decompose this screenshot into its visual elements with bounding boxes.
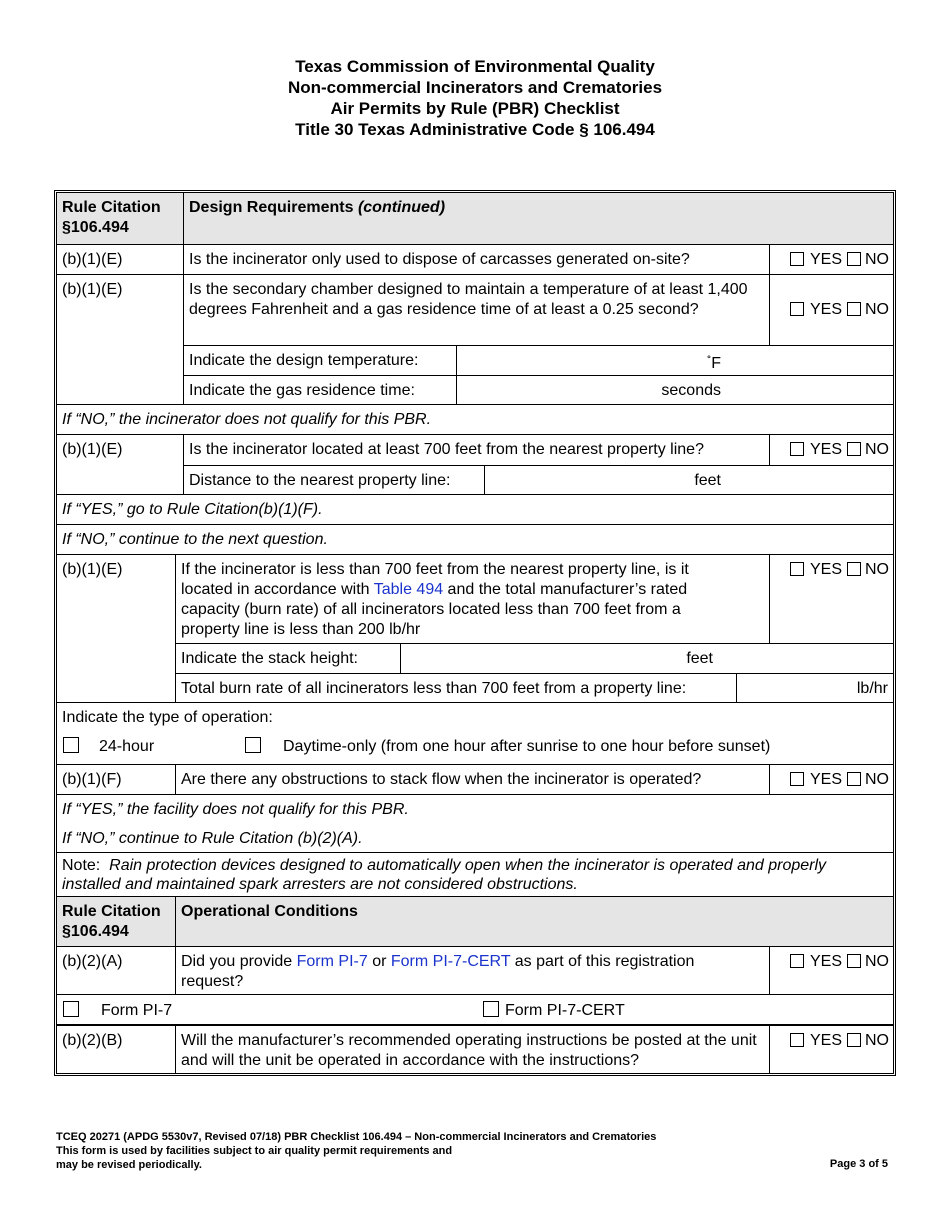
operational-title: Operational Conditions (175, 897, 893, 946)
rule-cite: (b)(1)(E) (62, 251, 123, 268)
daytime-only-checkbox[interactable] (245, 737, 261, 753)
no-label: NO (865, 251, 889, 268)
section-label: §106.494 (62, 923, 129, 940)
option-24-hour[interactable] (63, 737, 154, 757)
note-prefix: Note: (62, 857, 101, 874)
yes-checkbox[interactable] (790, 562, 804, 576)
question-text: Will the manufacturer’s recommended operating instructions be posted at the unit and will the unit be operated in accordance with the instructions? (175, 1026, 769, 1073)
yes-checkbox[interactable] (790, 442, 804, 456)
operation-type-row (57, 702, 893, 764)
residence-time-row (183, 375, 893, 405)
option-form-pi-7[interactable] (63, 1001, 172, 1021)
yes-no-cell (769, 555, 893, 643)
form-pi-7-cert-label: Form PI-7-CERT (505, 1002, 625, 1019)
stack-height-row (175, 643, 893, 673)
section-label: §106.494 (62, 219, 129, 236)
question-text: Is the secondary chamber designed to maintain a temperature of at least 1,400 degrees Fahrenheit and a gas residence time of at least a 0.25 second? (183, 275, 769, 345)
form-pi-7-link[interactable]: Form PI-7 (296, 953, 368, 970)
no-checkbox[interactable] (847, 562, 861, 576)
note-text: Rain protection devices designed to automatically open when the incinerator is operated and properly installed and maintained spark arresters are not considered obstructions. (62, 857, 827, 893)
yes-checkbox[interactable] (790, 302, 804, 316)
question-row (57, 1024, 893, 1073)
yes-label: YES (809, 1032, 842, 1049)
header-category: Non-commercial Incinerators and Crematories (287, 78, 663, 97)
distance-label: Distance to the nearest property line: (189, 472, 451, 489)
rule-citation-label: Rule Citation (62, 903, 161, 920)
note-text: If “NO,” the incinerator does not qualify for this PBR. (62, 411, 432, 428)
no-label: NO (865, 441, 889, 458)
question-text-part: and the total manufacturer’s rated capacity (burn rate) of all incinerators located less than 700 feet from a property line is less than 200 lb/hr (181, 581, 688, 638)
rule-citation-label: Rule Citation (62, 199, 161, 216)
no-label: NO (865, 301, 889, 318)
note-text: If “NO,” continue to the next question. (62, 531, 328, 548)
no-checkbox[interactable] (847, 442, 861, 456)
question-text: Is the incinerator only used to dispose of carcasses generated on-site? (183, 245, 769, 274)
burn-rate-row (175, 673, 893, 703)
question-text-part: Did you provide (181, 953, 297, 970)
distance-field[interactable]: feet (484, 466, 893, 495)
footer-form-id: TCEQ 20271 (APDG 5530v7, Revised 07/18) PBR Checklist 106.494 – Non-commercial Incinerators and Crematories (56, 1131, 657, 1143)
no-checkbox[interactable] (847, 302, 861, 316)
question-row (57, 274, 893, 404)
yes-no-cell (769, 1026, 893, 1073)
header-agency: Texas Commission of Environmental Quality (295, 57, 655, 76)
distance-row (183, 465, 893, 495)
rule-cite: (b)(1)(E) (62, 561, 123, 578)
question-row (57, 434, 893, 494)
document-footer (56, 1130, 888, 1172)
no-checkbox[interactable] (847, 252, 861, 266)
header-code: Title 30 Texas Administrative Code § 106.494 (295, 120, 655, 139)
question-row (57, 946, 893, 994)
design-temperature-field[interactable] (456, 346, 893, 375)
footer-usage-note: This form is used by facilities subject to air quality permit requirements and (56, 1145, 453, 1157)
no-checkbox[interactable] (847, 1033, 861, 1047)
page-number: Page 3 of 5 (829, 1158, 888, 1170)
design-header-row (57, 193, 893, 244)
no-label: NO (865, 561, 889, 578)
rule-citation-header (57, 897, 175, 946)
option-form-pi-7-cert[interactable] (483, 1001, 625, 1021)
yes-checkbox[interactable] (790, 954, 804, 968)
yes-label: YES (809, 561, 842, 578)
design-title (183, 193, 893, 244)
yes-no-cell (769, 947, 893, 994)
24-hour-checkbox[interactable] (63, 737, 79, 753)
note-row (57, 524, 893, 554)
question-text (175, 947, 769, 994)
question-text-part: as part of this registration request? (181, 953, 695, 990)
question-row (57, 244, 893, 274)
form-pi-7-label: Form PI-7 (101, 1002, 173, 1019)
no-label: NO (865, 953, 889, 970)
stack-height-label: Indicate the stack height: (181, 650, 358, 667)
stack-height-field[interactable]: feet (400, 644, 893, 673)
daytime-only-label: Daytime-only (from one hour after sunrise to one hour before sunset) (283, 738, 771, 755)
residence-time-field[interactable]: seconds (456, 376, 893, 405)
yes-no-cell (769, 275, 893, 345)
yes-checkbox[interactable] (790, 772, 804, 786)
rule-cite: (b)(1)(E) (62, 281, 123, 298)
form-options-row (57, 994, 893, 1024)
rule-cite: (b)(2)(A) (62, 953, 123, 970)
question-text: Are there any obstructions to stack flow when the incinerator is operated? (175, 765, 769, 794)
burn-rate-label: Total burn rate of all incinerators less than 700 feet from a property line: (181, 680, 687, 697)
no-label: NO (865, 771, 889, 788)
design-temperature-row (183, 345, 893, 375)
yes-no-cell (769, 435, 893, 465)
yes-label: YES (809, 953, 842, 970)
question-text-part: If the incinerator is less than 700 feet from the nearest property line, is it located in accordance with (181, 561, 689, 598)
form-pi-7-checkbox[interactable] (63, 1001, 79, 1017)
burn-rate-field[interactable]: lb/hr (736, 674, 893, 703)
yes-checkbox[interactable] (790, 1033, 804, 1047)
no-checkbox[interactable] (847, 772, 861, 786)
operational-header-row (57, 896, 893, 946)
question-text: Is the incinerator located at least 700 feet from the nearest property line? (183, 435, 769, 465)
yes-label: YES (809, 771, 842, 788)
yes-no-cell (769, 245, 893, 274)
design-title-suffix: (continued) (357, 199, 446, 216)
degree-symbol: ˚ (707, 354, 712, 368)
yes-label: YES (809, 251, 842, 268)
note-paragraph (57, 853, 893, 896)
residence-time-label: Indicate the gas residence time: (189, 382, 415, 399)
design-title-text: Design Requirements (189, 199, 354, 216)
yes-label: YES (809, 441, 842, 458)
note-text: If “YES,” the facility does not qualify for this PBR. (62, 801, 409, 818)
rule-cite: (b)(2)(B) (62, 1032, 123, 1049)
question-text-part: or (367, 953, 391, 970)
temperature-unit: F (711, 355, 721, 372)
footer-revision-note: may be revised periodically. (56, 1159, 202, 1171)
option-daytime-only[interactable] (245, 737, 770, 757)
question-row (57, 764, 893, 794)
note-text: If “NO,” continue to Rule Citation (b)(2)(A). (62, 830, 363, 847)
note-row (57, 794, 893, 852)
yes-no-cell (769, 765, 893, 794)
note-row (57, 852, 893, 896)
question-row (57, 554, 893, 702)
note-row (57, 404, 893, 434)
rule-cite: (b)(1)(F) (62, 771, 122, 788)
note-text: If “YES,” go to Rule Citation(b)(1)(F). (62, 501, 323, 518)
24-hour-label: 24-hour (99, 738, 155, 755)
table-494-link[interactable]: Table 494 (373, 581, 444, 598)
rule-citation-header (57, 193, 183, 244)
yes-checkbox[interactable] (790, 252, 804, 266)
header-checklist: Air Permits by Rule (PBR) Checklist (330, 99, 620, 118)
question-text (175, 555, 769, 643)
design-temperature-label: Indicate the design temperature: (189, 352, 419, 369)
form-pi-7-cert-link[interactable]: Form PI-7-CERT (390, 953, 511, 970)
operation-type-label: Indicate the type of operation: (62, 709, 273, 726)
document-header (0, 56, 950, 140)
note-row (57, 494, 893, 524)
yes-label: YES (809, 301, 842, 318)
no-checkbox[interactable] (847, 954, 861, 968)
checklist-table (54, 190, 896, 1076)
rule-cite: (b)(1)(E) (62, 441, 123, 458)
no-label: NO (865, 1032, 889, 1049)
form-pi-7-cert-checkbox[interactable] (483, 1001, 499, 1017)
